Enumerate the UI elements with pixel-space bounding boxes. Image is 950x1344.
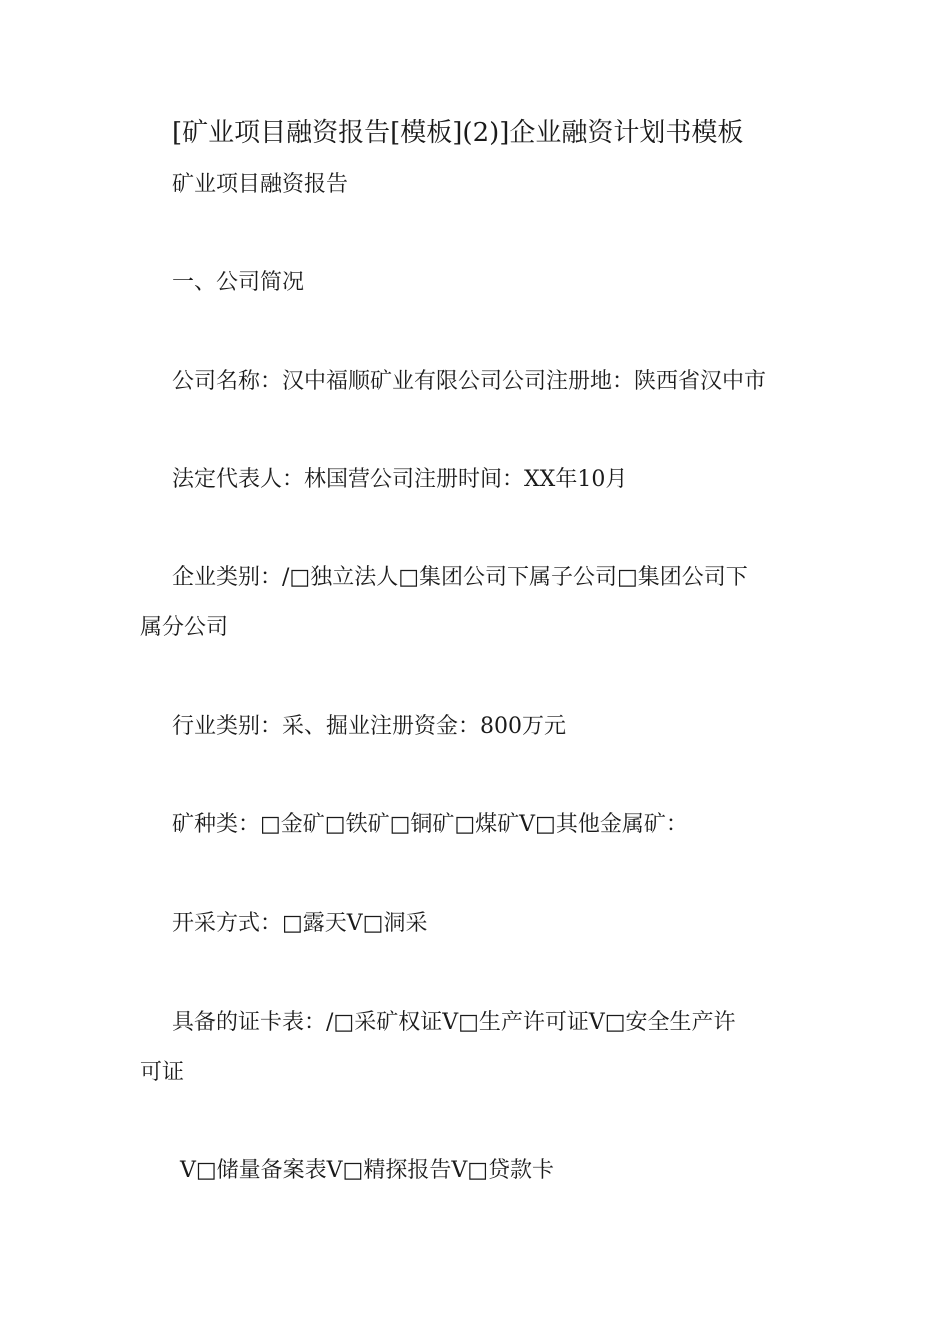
- enterprise-type-line-continued: 属分公司: [140, 615, 229, 640]
- enterprise-type-line: 企业类别：/□独立法人□集团公司下属子公司□集团公司下: [172, 565, 748, 590]
- legal-representative-line: 法定代表人：林国营公司注册时间：XX年10月: [172, 467, 628, 492]
- mineral-type-line: 矿种类：□金矿□铁矿□铜矿□煤矿V□其他金属矿：: [172, 812, 688, 837]
- section-heading: 一、公司简况: [172, 270, 305, 295]
- mining-method-line: 开采方式：□露天V□洞采: [172, 911, 428, 936]
- document-subtitle: 矿业项目融资报告: [172, 172, 349, 197]
- company-name-line: 公司名称：汉中福顺矿业有限公司公司注册地：陕西省汉中市: [172, 369, 767, 394]
- certificates-line: 具备的证卡表：/□采矿权证V□生产许可证V□安全生产许: [172, 1010, 736, 1035]
- document-title: [矿业项目融资报告[模板](2)]企业融资计划书模板: [172, 118, 744, 148]
- industry-line: 行业类别：采、掘业注册资金：800万元: [172, 714, 566, 739]
- certificates-line-second: V□储量备案表V□精探报告V□贷款卡: [180, 1158, 555, 1183]
- certificates-line-continued: 可证: [140, 1060, 185, 1085]
